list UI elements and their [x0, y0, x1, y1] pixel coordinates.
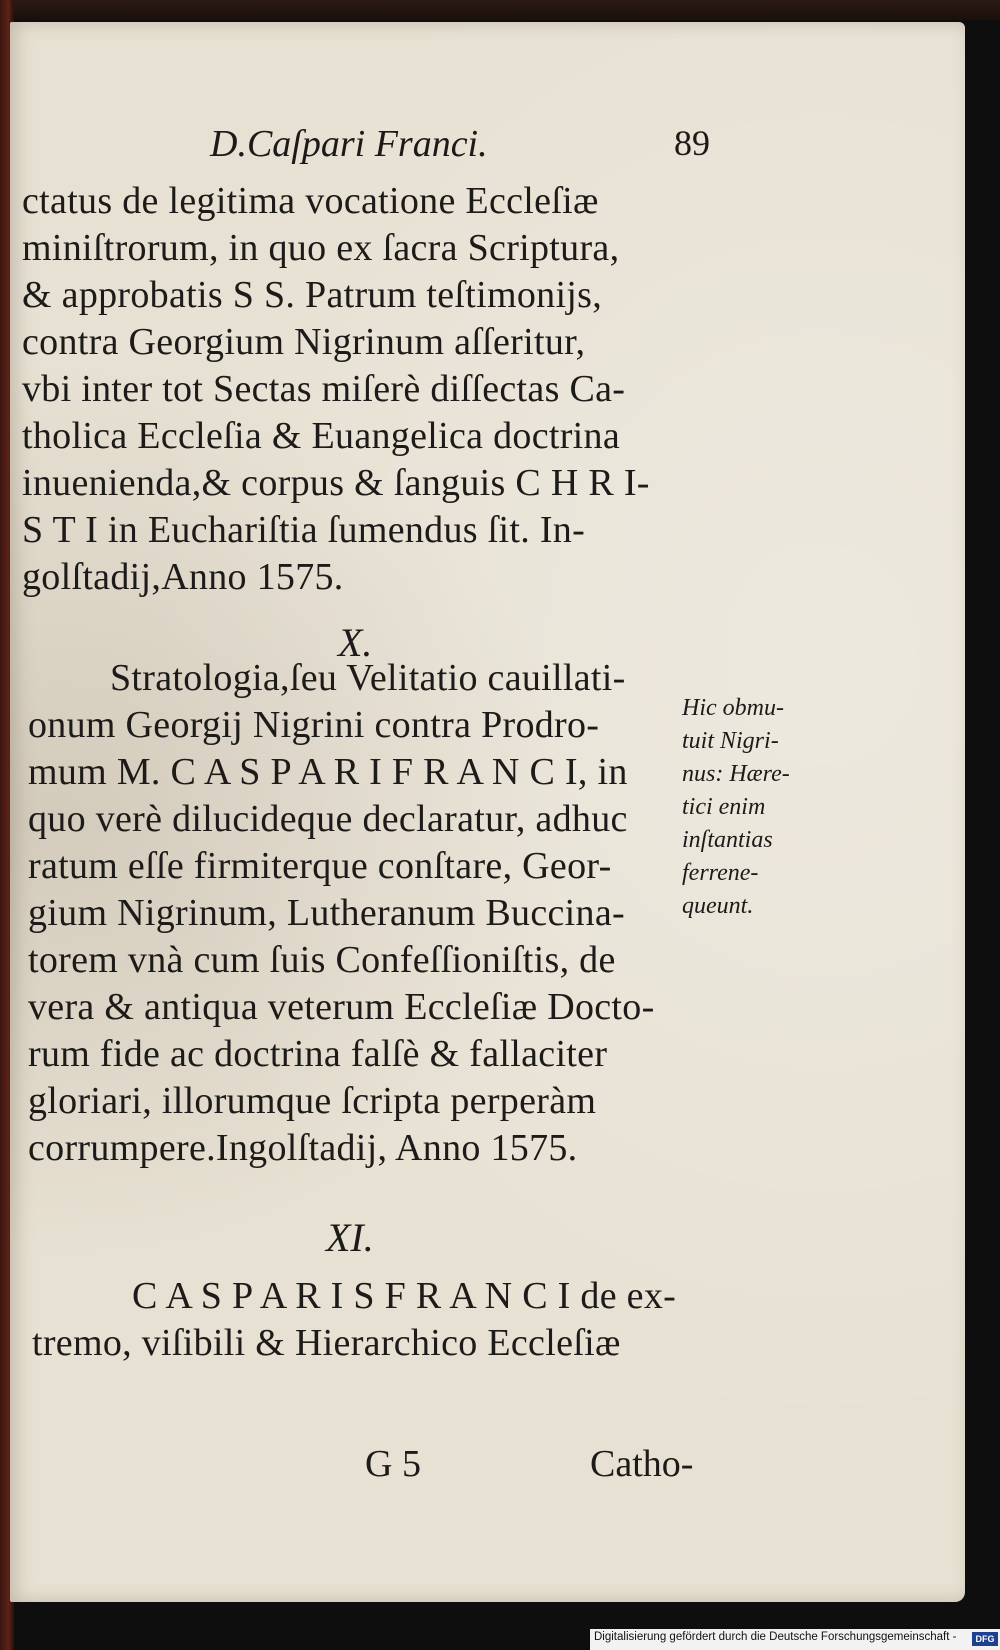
- text-line: ratum eſſe firmiterque conſtare, Geor-: [28, 845, 612, 887]
- text-line: miniſtrorum, in quo ex ſacra Scriptura,: [22, 227, 620, 269]
- digitization-credit: [590, 1629, 1000, 1650]
- marginal-note: [682, 692, 832, 923]
- catchword: Catho-: [590, 1443, 694, 1485]
- text-line: contra Georgium Nigrinum aſſeritur,: [22, 321, 586, 363]
- text-line: vera & antiqua veterum Eccleſiæ Docto-: [28, 986, 655, 1028]
- section-heading-xi: XI.: [326, 1215, 374, 1260]
- text-line: tremo, viſibili & Hierarchico Eccleſiæ: [32, 1322, 621, 1364]
- text-line: gium Nigrinum, Lutheranum Buccina-: [28, 892, 625, 934]
- book-page: [10, 22, 965, 1602]
- text-line: rum fide ac doctrina falſè & fallaciter: [28, 1033, 608, 1075]
- text-line: gloriari, illorumque ſcripta perperàm: [28, 1080, 597, 1122]
- text-line: Stratologia,ſeu Velitatio cauillati-: [110, 657, 626, 699]
- text-line: vbi inter tot Sectas miſerè diſſectas Ca-: [22, 368, 626, 410]
- text-line: tholica Eccleſia & Euangelica doctrina: [22, 415, 621, 457]
- marginal-line: inſtantias: [682, 827, 773, 853]
- marginal-line: tici enim: [682, 794, 766, 820]
- text-line: S T I in Euchariſtia ſumendus ſit. In-: [22, 509, 586, 551]
- page-footer: [10, 1442, 710, 1490]
- entry-ix-continuation: [22, 178, 712, 601]
- text-line: onum Georgij Nigrini contra Prodro-: [28, 704, 600, 746]
- marginal-line: nus: Hære-: [682, 761, 790, 787]
- marginal-line: tuit Nigri-: [682, 728, 779, 754]
- page-header: [210, 122, 710, 172]
- text-line: corrumpere.Ingolſtadij, Anno 1575.: [28, 1127, 578, 1169]
- marginal-line: Hic obmu-: [682, 695, 784, 721]
- text-line: torem vnà cum ſuis Confeſſioniſtis, de: [28, 939, 616, 981]
- text-line: mum M. C A S P A R I F R A N C I, in: [28, 751, 628, 793]
- entry-x: [28, 655, 718, 1172]
- signature-mark: G 5: [365, 1443, 421, 1485]
- text-line: inuenienda,& corpus & ſanguis C H R I-: [22, 462, 650, 504]
- marginal-line: queunt.: [682, 893, 754, 919]
- marginal-line: ferrene-: [682, 860, 759, 886]
- text-line: quo verè dilucideque declaratur, adhuc: [28, 798, 628, 840]
- text-line: & approbatis S S. Patrum teſtimonijs,: [22, 274, 603, 316]
- dfg-logo-icon: DFG: [972, 1632, 998, 1646]
- text-line: golſtadij,Anno 1575.: [22, 556, 344, 598]
- credit-text: Digitalisierung gefördert durch die Deutsche Forschungsgemeinschaft -: [594, 1631, 957, 1643]
- text-line: ctatus de legitima vocatione Eccleſiæ: [22, 180, 599, 222]
- running-title: D.Caſpari Franci.: [210, 123, 488, 165]
- page-number: 89: [674, 123, 710, 163]
- section-heading-x: X.: [338, 620, 373, 665]
- text-line: C A S P A R I S F R A N C I de ex-: [132, 1275, 677, 1317]
- book-top-edge: [0, 0, 1000, 20]
- entry-xi: [32, 1273, 722, 1367]
